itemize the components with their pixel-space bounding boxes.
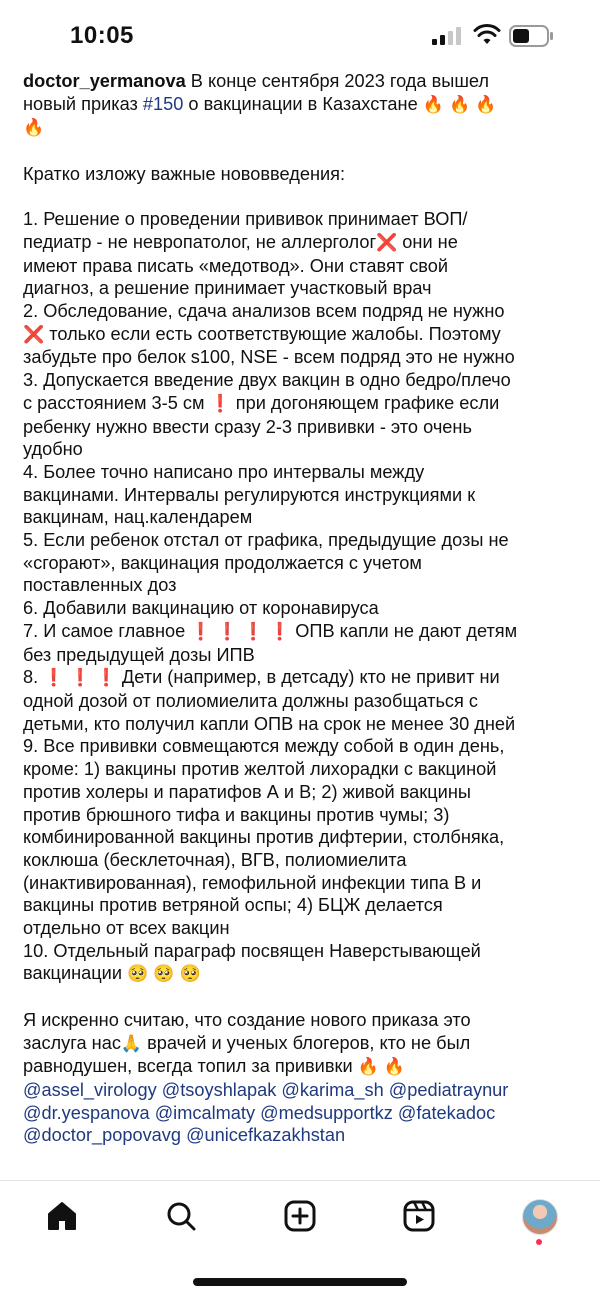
- create-post-button[interactable]: [280, 1196, 320, 1236]
- reels-icon: [403, 1200, 435, 1232]
- mention-link[interactable]: @pediatraynur: [388, 1079, 509, 1100]
- cross-mark-icon: ❌: [376, 232, 398, 252]
- caption-text: Я искренно считаю, что создание нового приказа это заслуга нас: [23, 1009, 471, 1053]
- cellular-signal-icon: [431, 26, 461, 46]
- home-icon: [46, 1200, 78, 1232]
- cross-mark-icon: ❌: [23, 324, 45, 344]
- battery-icon: [509, 25, 555, 47]
- mention-link[interactable]: @dr.yespanova: [23, 1102, 150, 1123]
- home-indicator: [193, 1278, 407, 1286]
- mention-link[interactable]: @imcalmaty: [154, 1102, 256, 1123]
- exclamation-icon: ❗: [43, 668, 65, 688]
- status-time: 10:05: [70, 22, 134, 49]
- fire-icon: 🔥: [357, 1057, 379, 1077]
- profile-avatar[interactable]: [522, 1199, 558, 1235]
- fire-icon: 🔥: [422, 94, 444, 114]
- exclamation-icon: ❗: [269, 621, 291, 641]
- wifi-icon: [473, 24, 501, 46]
- fire-icon: 🔥: [475, 94, 497, 114]
- exclamation-icon: ❗: [209, 393, 231, 413]
- caption-text: Кратко изложу важные нововведения: 1. Решение о проведении прививок принимает ВОП/ педиатр - не невропатолог, не аллерголог: [23, 163, 468, 252]
- caption-text: ОПВ капли не дают детям без предыдущей дозы ИПВ 8.: [23, 620, 518, 688]
- caption-text: они не имеют права писать «медотвод». Они ставят свой диагноз, а решение принимает участковый врач 2. Обследование, сдача анализов всем подряд не нужно: [23, 231, 505, 322]
- caption-text: Дети (например, в детсаду) кто не привит ни одной дозой от полиомиелита должны разобщаться с детьми, кто получил капли ОПВ на срок не менее 30 дней 9. Все прививки совмещаются между собой в один день, кроме: 1) вакцины против желтой лихорадки с вакциной против холеры и паратифов А и В; 2) живой вакцины против брюшного тифа и вакцины против чумы; 3) комбинированной вакцины против дифтерии, столбняка, коклюша (бесклеточная), ВГВ, полиомиелита (инактивированная), гемофильной инфекции типа В и вакцины против ветряной оспы; 4) БЦЖ делается отдельно от всех вакцин 10. Отдельный параграф посвящен Наверстывающей вакцинации: [23, 667, 516, 984]
- caption-text: врачей и ученых блогеров, кто не был равнодушен, всегда топил за прививки: [23, 1032, 471, 1077]
- fire-icon: 🔥: [23, 118, 45, 138]
- mention-link[interactable]: @karima_sh: [281, 1079, 384, 1100]
- bottom-nav: [0, 1181, 600, 1251]
- mention-link[interactable]: @medsupportkz: [260, 1102, 393, 1123]
- caption-text: В конце сентября 2023 года вышел новый приказ: [23, 71, 490, 114]
- post-caption: [23, 70, 583, 1147]
- mention-link[interactable]: @unicefkazakhstan: [186, 1125, 346, 1146]
- mention-link[interactable]: @assel_virology: [23, 1079, 157, 1100]
- exclamation-icon: ❗: [69, 668, 91, 688]
- mention-link[interactable]: @fatekadoc: [397, 1102, 496, 1123]
- exclamation-icon: ❗: [95, 668, 117, 688]
- search-button[interactable]: [161, 1196, 201, 1236]
- fire-icon: 🔥: [448, 94, 471, 114]
- status-bar: [0, 0, 600, 70]
- create-icon: [284, 1200, 316, 1232]
- home-button[interactable]: [42, 1196, 82, 1236]
- praying-hands-icon: 🙏: [120, 1033, 143, 1053]
- hashtag-link[interactable]: #150: [142, 93, 184, 114]
- mention-link[interactable]: @doctor_popovavg: [23, 1125, 182, 1146]
- notification-dot: [536, 1239, 542, 1245]
- fire-icon: 🔥: [383, 1057, 406, 1077]
- exclamation-icon: ❗: [216, 621, 238, 641]
- exclamation-icon: ❗: [242, 621, 264, 641]
- mention-link[interactable]: @tsoyshlapak: [161, 1079, 277, 1100]
- caption-text: при догоняющем графике если ребенку нужно ввести сразу 2-3 прививки - это очень удобно 4. Более точно написано про интервалы между вакцинами. Интервалы регулируются инструкциями к вакцинам, нац.календарем 5. Если ребенок отстал от графика, предыдущие дозы не «сгорают», вакцинация продолжается с учетом поставленных доз 6. Добавили вакцинацию от коронавируса 7. И самое главное: [23, 392, 509, 641]
- pleading-face-icon: 🥺: [127, 964, 149, 984]
- pleading-face-icon: 🥺: [153, 964, 175, 984]
- pleading-face-icon: 🥺: [179, 964, 201, 984]
- post-author[interactable]: doctor_yermanova: [23, 71, 186, 91]
- caption-text: только если есть соответствующие жалобы. Поэтому забудьте про белок s100, NSE - всем подряд это не нужно 3. Допускается введение двух вакцин в одно бедро/плечо с расстоянием 3-5 см: [23, 323, 515, 413]
- reels-button[interactable]: [399, 1196, 439, 1236]
- search-icon: [165, 1200, 197, 1232]
- exclamation-icon: ❗: [190, 621, 212, 641]
- caption-text: о вакцинации в Казахстане: [183, 93, 423, 114]
